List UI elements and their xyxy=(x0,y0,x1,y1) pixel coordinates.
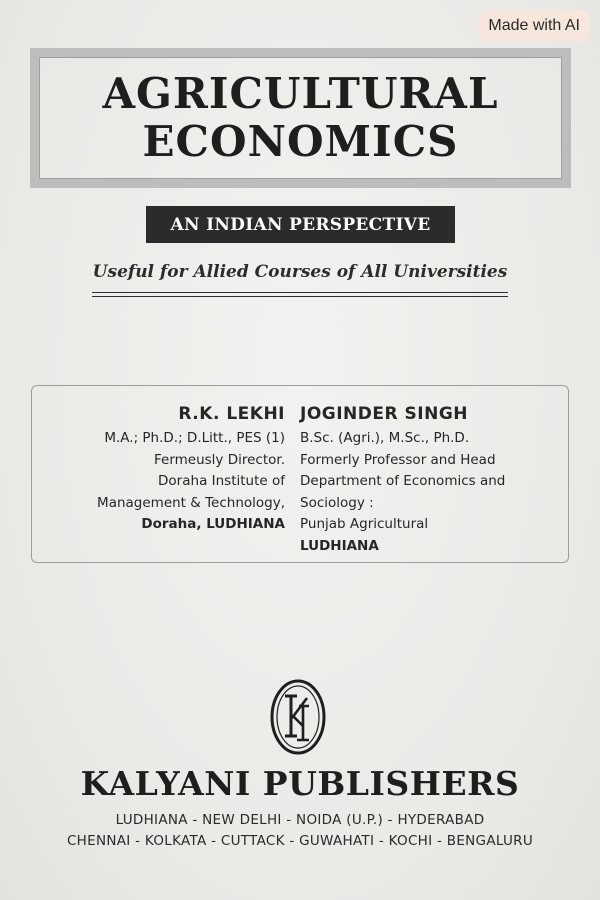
tagline: Useful for Allied Courses of All Universities xyxy=(92,262,508,282)
author-affiliation: Doraha Institute of xyxy=(158,473,285,489)
authors-panel xyxy=(31,385,569,563)
publisher-name: KALYANI PUBLISHERS xyxy=(80,764,520,803)
author-affiliation: Department of Economics and xyxy=(300,473,506,489)
title-line-2: ECONOMICS xyxy=(142,117,459,166)
kalyani-logo-icon xyxy=(269,678,327,756)
author-name: JOGINDER SINGH xyxy=(300,404,468,424)
tagline-rule-top xyxy=(92,292,508,293)
author-degrees: M.A.; Ph.D.; D.Litt., PES (1) xyxy=(104,430,285,446)
title-frame xyxy=(30,48,571,188)
author-location: LUDHIANA xyxy=(300,537,379,554)
tagline-rule-bottom xyxy=(92,296,508,297)
author-location: Doraha, LUDHIANA xyxy=(141,516,285,532)
author-name: R.K. LEKHI xyxy=(178,404,285,424)
publisher-cities-line-2: CHENNAI - KOLKATA - CUTTACK - GUWAHATI - KOCHI - BENGALURU xyxy=(66,833,534,849)
author-singh xyxy=(300,402,505,557)
author-role: Fermeusly Director. xyxy=(153,451,285,468)
author-role: Formerly Professor and Head xyxy=(300,451,496,468)
subtitle-band: AN INDIAN PERSPECTIVE xyxy=(146,206,455,243)
author-affiliation: Management & Technology, xyxy=(97,494,285,511)
author-affiliation: Punjab Agricultural xyxy=(300,516,429,532)
author-affiliation: Sociology : xyxy=(300,494,374,511)
made-with-ai-badge: Made with AI xyxy=(478,10,590,42)
author-lekhi xyxy=(97,402,285,536)
publisher-cities-line-1: LUDHIANA - NEW DELHI - NOIDA (U.P.) - HYDERABAD xyxy=(115,812,485,828)
author-degrees: B.Sc. (Agri.), M.Sc., Ph.D. xyxy=(300,430,470,446)
title-line-1: AGRICULTURAL xyxy=(102,69,499,118)
